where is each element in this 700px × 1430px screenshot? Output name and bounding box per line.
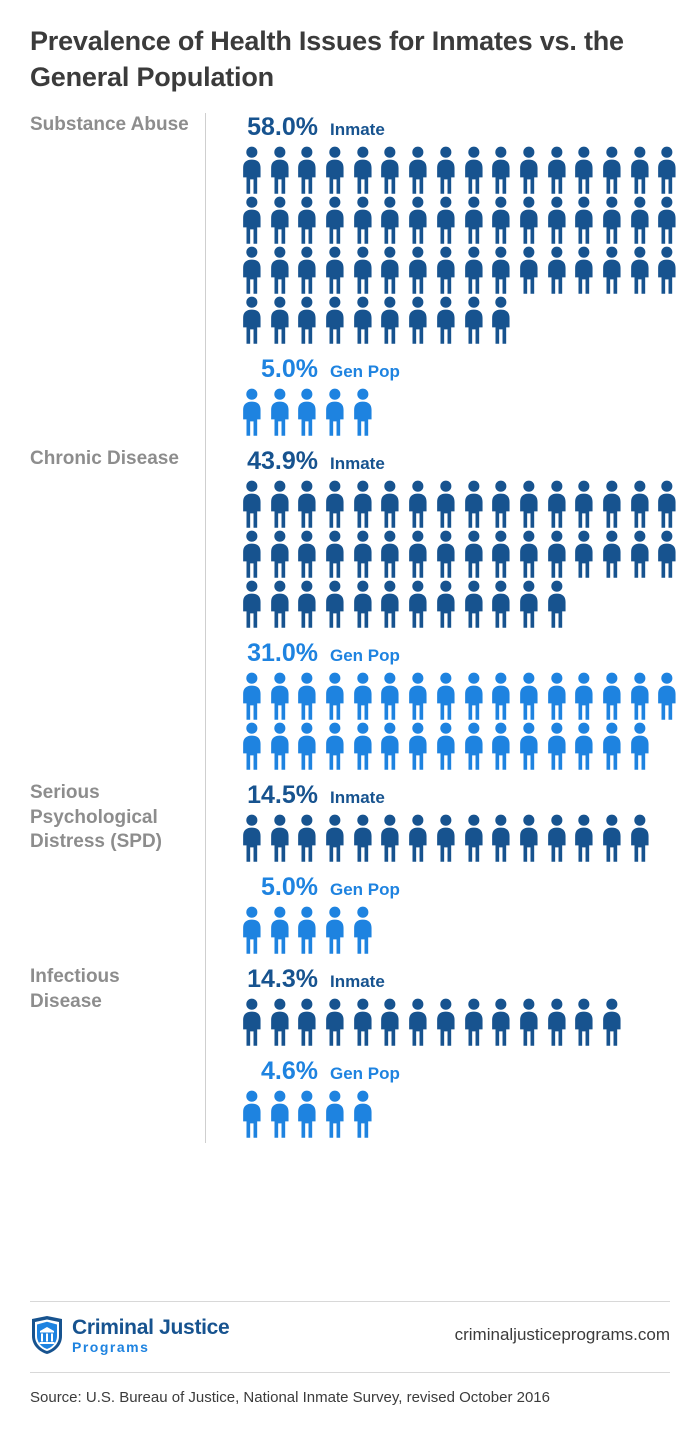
person-icon <box>404 721 432 771</box>
person-icon <box>349 905 377 955</box>
person-icon <box>349 245 377 295</box>
person-icon <box>460 813 488 863</box>
series-header <box>238 873 682 903</box>
person-icon <box>238 479 266 529</box>
person-icon <box>376 195 404 245</box>
person-icon <box>349 813 377 863</box>
chart-group <box>30 447 670 781</box>
person-icon <box>404 997 432 1047</box>
series-header <box>238 965 682 995</box>
person-icon <box>598 145 626 195</box>
person-icon <box>238 295 266 345</box>
person-icon <box>321 387 349 437</box>
person-icon <box>238 671 266 721</box>
person-icon <box>432 997 460 1047</box>
person-icon <box>266 195 294 245</box>
person-icon <box>543 721 571 771</box>
person-icon <box>321 813 349 863</box>
person-icon <box>570 997 598 1047</box>
series-value: 14.3% <box>247 965 318 994</box>
person-icon <box>321 295 349 345</box>
person-icon <box>238 245 266 295</box>
person-icon <box>266 387 294 437</box>
person-icon <box>293 1089 321 1139</box>
person-icon <box>515 813 543 863</box>
series-row <box>238 113 682 345</box>
person-icon <box>543 813 571 863</box>
person-icon <box>653 529 681 579</box>
person-icon <box>570 245 598 295</box>
person-icon <box>349 997 377 1047</box>
person-icon <box>266 997 294 1047</box>
person-icon <box>238 579 266 629</box>
person-icon <box>293 479 321 529</box>
person-icon <box>349 671 377 721</box>
person-icon <box>376 479 404 529</box>
series-name: Inmate <box>330 454 385 474</box>
person-icon <box>653 245 681 295</box>
person-icon <box>293 145 321 195</box>
person-icon <box>487 721 515 771</box>
group-label: Infectious Disease <box>30 966 120 1012</box>
person-icon <box>432 529 460 579</box>
person-icon <box>598 721 626 771</box>
series-name: Gen Pop <box>330 1064 400 1084</box>
series-value: 58.0% <box>247 113 318 142</box>
person-icon <box>432 245 460 295</box>
person-icon <box>432 295 460 345</box>
person-icon <box>460 721 488 771</box>
person-icon <box>460 997 488 1047</box>
person-icon <box>543 579 571 629</box>
series-icons <box>238 671 682 771</box>
person-icon <box>321 721 349 771</box>
series-header <box>238 113 682 143</box>
person-icon <box>460 579 488 629</box>
series-header <box>238 639 682 669</box>
person-icon <box>570 195 598 245</box>
series-header <box>238 781 682 811</box>
person-icon <box>238 997 266 1047</box>
person-icon <box>293 579 321 629</box>
person-icon <box>376 579 404 629</box>
person-icon <box>321 1089 349 1139</box>
person-icon <box>349 721 377 771</box>
page-title: Prevalence of Health Issues for Inmates vs. the General Population <box>30 26 624 92</box>
person-icon <box>460 529 488 579</box>
site-url[interactable]: criminaljusticeprograms.com <box>454 1325 670 1344</box>
person-icon <box>515 579 543 629</box>
person-icon <box>266 579 294 629</box>
series-name: Inmate <box>330 120 385 140</box>
series-value: 14.5% <box>247 781 318 810</box>
person-icon <box>515 671 543 721</box>
person-icon <box>487 813 515 863</box>
series-icons <box>238 479 682 629</box>
person-icon <box>266 1089 294 1139</box>
person-icon <box>487 479 515 529</box>
series-row <box>238 1057 682 1139</box>
series-value: 31.0% <box>247 639 318 668</box>
person-icon <box>404 245 432 295</box>
series-icons <box>238 905 682 955</box>
person-icon <box>653 671 681 721</box>
series-row <box>238 639 682 771</box>
series-row <box>238 355 682 437</box>
series-name: Gen Pop <box>330 880 400 900</box>
person-icon <box>487 145 515 195</box>
group-body <box>205 965 682 1149</box>
series-icons <box>238 1089 682 1139</box>
person-icon <box>432 813 460 863</box>
group-body <box>205 113 682 447</box>
person-icon <box>432 671 460 721</box>
person-icon <box>460 195 488 245</box>
person-icon <box>266 671 294 721</box>
person-icon <box>570 145 598 195</box>
series-row <box>238 781 682 863</box>
person-icon <box>404 671 432 721</box>
series-header <box>238 1057 682 1087</box>
person-icon <box>321 579 349 629</box>
person-icon <box>293 245 321 295</box>
person-icon <box>543 479 571 529</box>
person-icon <box>432 145 460 195</box>
brand-logo <box>30 1316 229 1354</box>
person-icon <box>515 195 543 245</box>
person-icon <box>598 245 626 295</box>
person-icon <box>266 813 294 863</box>
chart-group <box>30 113 670 447</box>
person-icon <box>266 145 294 195</box>
series-header <box>238 447 682 477</box>
person-icon <box>404 195 432 245</box>
series-value: 43.9% <box>247 447 318 476</box>
series-icons <box>238 813 682 863</box>
person-icon <box>404 813 432 863</box>
person-icon <box>293 387 321 437</box>
person-icon <box>349 387 377 437</box>
person-icon <box>570 529 598 579</box>
person-icon <box>238 387 266 437</box>
person-icon <box>293 671 321 721</box>
person-icon <box>349 1089 377 1139</box>
person-icon <box>626 721 654 771</box>
person-icon <box>570 813 598 863</box>
person-icon <box>293 195 321 245</box>
person-icon <box>266 905 294 955</box>
person-icon <box>598 671 626 721</box>
person-icon <box>321 245 349 295</box>
person-icon <box>238 721 266 771</box>
brand-name-line2: Programs <box>72 1338 150 1355</box>
person-icon <box>404 579 432 629</box>
person-icon <box>404 529 432 579</box>
person-icon <box>460 671 488 721</box>
person-icon <box>321 529 349 579</box>
person-icon <box>376 813 404 863</box>
person-icon <box>543 195 571 245</box>
person-icon <box>543 671 571 721</box>
person-icon <box>515 529 543 579</box>
person-icon <box>570 479 598 529</box>
person-icon <box>626 813 654 863</box>
footer <box>30 1301 670 1408</box>
person-icon <box>543 145 571 195</box>
person-icon <box>460 479 488 529</box>
footer-top <box>30 1301 670 1354</box>
series-row <box>238 447 682 629</box>
person-icon <box>626 671 654 721</box>
person-icon <box>404 295 432 345</box>
person-icon <box>321 195 349 245</box>
person-icon <box>376 295 404 345</box>
person-icon <box>238 529 266 579</box>
person-icon <box>487 579 515 629</box>
person-icon <box>376 721 404 771</box>
person-icon <box>487 195 515 245</box>
series-name: Gen Pop <box>330 646 400 666</box>
person-icon <box>460 145 488 195</box>
person-icon <box>404 145 432 195</box>
brand-name-line1: Criminal Justice <box>72 1315 230 1339</box>
series-row <box>238 873 682 955</box>
person-icon <box>460 295 488 345</box>
person-icon <box>293 997 321 1047</box>
person-icon <box>432 479 460 529</box>
person-icon <box>321 997 349 1047</box>
person-icon <box>543 529 571 579</box>
chart-groups <box>30 113 670 1149</box>
person-icon <box>432 579 460 629</box>
person-icon <box>376 145 404 195</box>
person-icon <box>487 529 515 579</box>
person-icon <box>349 195 377 245</box>
person-icon <box>515 245 543 295</box>
person-icon <box>349 579 377 629</box>
person-icon <box>266 721 294 771</box>
series-header <box>238 355 682 385</box>
person-icon <box>460 245 488 295</box>
series-value: 5.0% <box>261 355 318 384</box>
person-icon <box>266 479 294 529</box>
person-icon <box>543 245 571 295</box>
person-icon <box>626 245 654 295</box>
person-icon <box>238 195 266 245</box>
group-body <box>205 447 682 781</box>
pictogram-chart <box>30 113 670 1149</box>
series-value: 5.0% <box>261 873 318 902</box>
series-name: Inmate <box>330 788 385 808</box>
person-icon <box>238 813 266 863</box>
person-icon <box>376 997 404 1047</box>
series-row <box>238 965 682 1047</box>
person-icon <box>293 529 321 579</box>
person-icon <box>266 295 294 345</box>
person-icon <box>598 529 626 579</box>
person-icon <box>404 479 432 529</box>
person-icon <box>293 905 321 955</box>
person-icon <box>293 721 321 771</box>
person-icon <box>349 529 377 579</box>
group-label: Substance Abuse <box>30 114 189 136</box>
series-value: 4.6% <box>261 1057 318 1086</box>
person-icon <box>321 145 349 195</box>
group-label: Serious Psychological Distress (SPD) <box>30 782 162 852</box>
chart-group <box>30 965 670 1149</box>
series-icons <box>238 997 682 1047</box>
person-icon <box>349 479 377 529</box>
person-icon <box>487 997 515 1047</box>
person-icon <box>515 997 543 1047</box>
person-icon <box>238 1089 266 1139</box>
series-icons <box>238 145 682 345</box>
person-icon <box>321 905 349 955</box>
person-icon <box>376 529 404 579</box>
person-icon <box>293 295 321 345</box>
person-icon <box>238 905 266 955</box>
person-icon <box>570 671 598 721</box>
person-icon <box>598 997 626 1047</box>
person-icon <box>487 671 515 721</box>
person-icon <box>543 997 571 1047</box>
person-icon <box>376 245 404 295</box>
person-icon <box>653 195 681 245</box>
person-icon <box>653 479 681 529</box>
person-icon <box>293 813 321 863</box>
person-icon <box>570 721 598 771</box>
person-icon <box>349 145 377 195</box>
series-name: Gen Pop <box>330 362 400 382</box>
group-label: Chronic Disease <box>30 448 179 470</box>
person-icon <box>432 721 460 771</box>
person-icon <box>626 145 654 195</box>
person-icon <box>626 529 654 579</box>
person-icon <box>487 295 515 345</box>
person-icon <box>515 479 543 529</box>
person-icon <box>349 295 377 345</box>
person-icon <box>321 479 349 529</box>
chart-group <box>30 781 670 965</box>
person-icon <box>598 195 626 245</box>
person-icon <box>515 145 543 195</box>
person-icon <box>432 195 460 245</box>
person-icon <box>598 479 626 529</box>
shield-icon <box>30 1316 64 1354</box>
person-icon <box>266 245 294 295</box>
person-icon <box>266 529 294 579</box>
person-icon <box>515 721 543 771</box>
person-icon <box>376 671 404 721</box>
person-icon <box>238 145 266 195</box>
group-body <box>205 781 682 965</box>
source-note: Source: U.S. Bureau of Justice, National Inmate Survey, revised October 2016 <box>30 1372 670 1408</box>
person-icon <box>626 479 654 529</box>
person-icon <box>487 245 515 295</box>
brand-logo-text <box>72 1317 229 1354</box>
person-icon <box>626 195 654 245</box>
person-icon <box>653 145 681 195</box>
series-name: Inmate <box>330 972 385 992</box>
series-icons <box>238 387 682 437</box>
person-icon <box>321 671 349 721</box>
person-icon <box>598 813 626 863</box>
